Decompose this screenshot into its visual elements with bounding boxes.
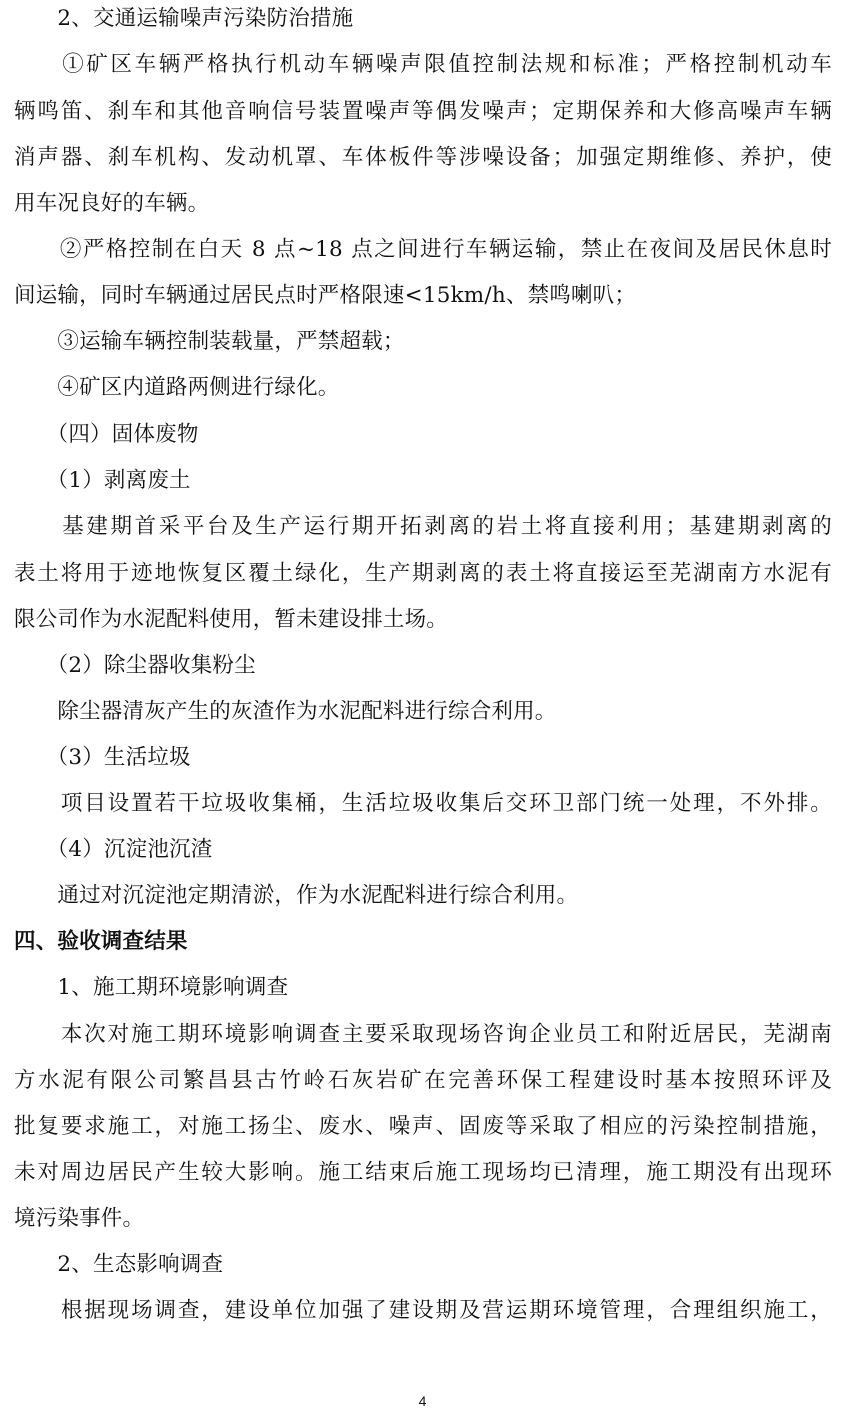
- text-line: 本次对施工期环境影响调查主要采取现场咨询企业员工和附近居民，芜湖南: [14, 1022, 832, 1047]
- text-line: （4）沉淀池沉渣: [14, 837, 213, 862]
- text-line: 境污染事件。: [14, 1206, 145, 1231]
- text-line: 方水泥有限公司繁昌县古竹岭石灰岩矿在完善环保工程建设时基本按照环评及: [14, 1068, 832, 1093]
- text-line: 限公司作为水泥配料使用，暂未建设排土场。: [14, 607, 449, 632]
- text-line: 消声器、刹车机构、发动机罩、车体板件等涉噪设备；加强定期维修、养护，使: [14, 145, 832, 170]
- text-line: ④矿区内道路两侧进行绿化。: [14, 375, 340, 400]
- section-heading: 四、验收调查结果: [14, 929, 188, 954]
- text-line: （1）剥离废土: [14, 468, 191, 493]
- text-line: （四）固体废物: [14, 422, 199, 447]
- text-line: 表土将用于迹地恢复区覆土绿化，生产期剥离的表土将直接运至芜湖南方水泥有: [14, 561, 832, 586]
- text-line: （2）除尘器收集粉尘: [14, 653, 256, 678]
- text-line: 通过对沉淀池定期清淤，作为水泥配料进行综合利用。: [14, 883, 579, 908]
- text-line: 辆鸣笛、刹车和其他音响信号装置噪声等偶发噪声；定期保养和大修高噪声车辆: [14, 99, 832, 124]
- text-line: 批复要求施工，对施工扬尘、废水、噪声、固废等采取了相应的污染控制措施，: [14, 1114, 832, 1139]
- text-line: 根据现场调查，建设单位加强了建设期及营运期环境管理，合理组织施工，: [14, 1298, 832, 1323]
- text-line: 2、交通运输噪声污染防治措施: [14, 6, 354, 31]
- text-line: ②严格控制在白天 8 点~18 点之间进行车辆运输，禁止在夜间及居民休息时: [14, 237, 832, 262]
- text-line: （3）生活垃圾: [14, 745, 191, 770]
- text-line: ①矿区车辆严格执行机动车辆噪声限值控制法规和标准；严格控制机动车: [14, 52, 832, 77]
- text-line: 用车况良好的车辆。: [14, 191, 210, 216]
- text-line: 1、施工期环境影响调查: [14, 975, 289, 1000]
- page-number: 4: [418, 1393, 427, 1409]
- text-line: 项目设置若干垃圾收集桶，生活垃圾收集后交环卫部门统一处理，不外排。: [14, 791, 832, 816]
- text-line: 未对周边居民产生较大影响。施工结束后施工现场均已清理，施工期没有出现环: [14, 1160, 832, 1185]
- text-line: 2、生态影响调查: [14, 1252, 224, 1277]
- text-line: 除尘器清灰产生的灰渣作为水泥配料进行综合利用。: [14, 699, 557, 724]
- text-line: 间运输，同时车辆通过居民点时严格限速<15km/h、禁鸣喇叭；: [14, 283, 637, 308]
- text-line: ③运输车辆控制装载量，严禁超载；: [14, 329, 405, 354]
- text-line: 基建期首采平台及生产运行期开拓剥离的岩土将直接利用；基建期剥离的: [14, 514, 832, 539]
